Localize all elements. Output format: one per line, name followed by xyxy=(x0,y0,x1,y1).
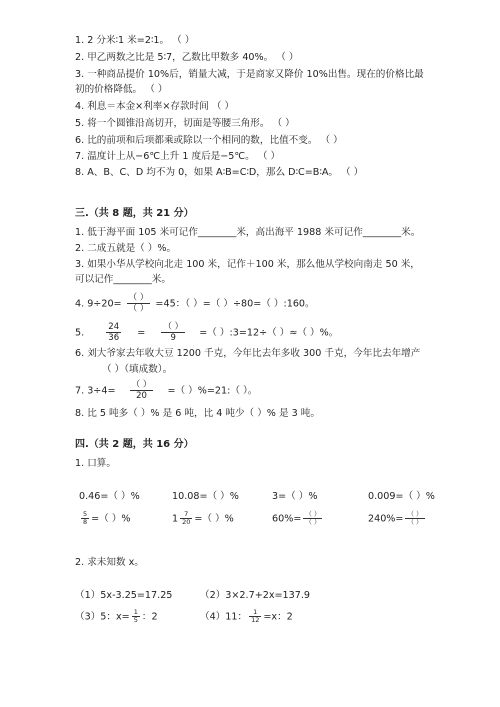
oral-cell-7: 60%= $\frac{( )}{( )}$ xyxy=(272,510,321,526)
s3-q6-cont: （ ）（填成数）。 xyxy=(102,364,173,375)
equation-3: （3）5：x= $\frac{1}{5}$ ：2 xyxy=(75,608,158,624)
equation-1: （1）5x-3.25=17.25 xyxy=(75,590,173,601)
s3-q7: 7. 3÷4= $\frac{( )}{20}$ =（ ）%=21:（ ）。 xyxy=(75,380,258,401)
s4-oral-label: 1. 口算。 xyxy=(75,458,116,469)
judge-item-5: 5. 将一个圆锥沿高切开，切面是等腰三角形。 （ ） xyxy=(75,118,295,129)
oral-cell-6: 1 $\frac{7}{20}$ =（ ）% xyxy=(172,510,234,526)
s3-q7-fraction: $\frac{( )}{20}$ xyxy=(131,380,152,401)
s3-q2: 2. 二成五就是（ ）%。 xyxy=(75,243,177,254)
equation-2: （2）3×2.7+2x=137.9 xyxy=(200,590,311,601)
s3-q4-fraction: $\frac{( )}{( )}$ xyxy=(128,293,149,314)
s3-q8: 8. 比 5 吨多（ ）% 是 6 吨，比 4 吨少（ ）% 是 3 吨。 xyxy=(75,408,320,419)
judge-item-8: 8. A、B、C、D 均不为 0，如果 A∶B=C∶D，那么 D∶C=B∶A。 （ ） xyxy=(75,167,364,178)
s3-q6: 6. 刘大爷家去年收大豆 1200 千克，今年比去年多收 300 千克，今年比去年增产 xyxy=(75,348,421,359)
judge-item-7: 7. 温度计上从−6℃上升 1 度后是−5℃。 （ ） xyxy=(75,151,281,162)
s3-q3: 3. 如果小华从学校向北走 100 米，记作＋100 米，那么他从学校向南走 50 米， xyxy=(75,259,420,270)
section-4-title: 四.（共 2 题，共 16 分） xyxy=(75,439,194,450)
oral-cell-3: 3=（ ）% xyxy=(272,491,318,502)
judge-item-6: 6. 比的前项和后项都乘或除以一个相同的数，比值不变。 （ ） xyxy=(75,135,343,146)
oral-cell-4: 0.009=（ ）% xyxy=(368,491,435,502)
oral-cell-2: 10.08=（ ）% xyxy=(172,491,239,502)
oral-cell-8: 240%= $\frac{( )}{( )}$ xyxy=(368,510,423,526)
equation-4: （4）11： $\frac{1}{12}$ =x：2 xyxy=(200,608,293,624)
judge-item-2: 2. 甲乙两数之比是 5∶7，乙数比甲数多 40%。 （ ） xyxy=(75,52,299,63)
s4-unknown-label: 2. 求未知数 x。 xyxy=(75,557,144,568)
oral-cell-5: $\frac{5}{8}$ =（ ）% xyxy=(83,510,131,526)
s3-q5-fraction-2: $\frac{( )}{9}$ xyxy=(163,322,184,343)
judge-item-4: 4. 利息＝本金×利率×存款时间 （ ） xyxy=(75,101,235,112)
s3-q4: 4. 9÷20= $\frac{( )}{( )}$ =45：（ ）=（ ）÷80=（ ）:160。 xyxy=(75,293,315,314)
oral-cell-1: 0.46=（ ）% xyxy=(79,491,140,502)
s3-q5-fraction-1: $\frac{24}{36}$ xyxy=(108,322,120,343)
s3-q1: 1. 低于海平面 105 米可记作________米，高出海平 1988 米可记作________米。 xyxy=(75,227,421,238)
s3-q5: 5. $\frac{24}{36}$ = $\frac{( )}{9}$ =（ ）:3=12÷（ ）≈（ ）%。 xyxy=(75,322,339,343)
section-3-title: 三.（共 8 题，共 21 分） xyxy=(75,208,194,219)
judge-item-3-cont: 初的价格降低。 （ ） xyxy=(75,84,168,95)
judge-item-3: 3. 一种商品提价 10%后，销量大减，于是商家又降价 10%出售。现在的价格比最 xyxy=(75,69,424,80)
judge-item-1: 1. 2 分米∶1 米=2∶1。 （ ） xyxy=(75,35,195,46)
s3-q3-cont: 可以记作________米。 xyxy=(75,274,171,285)
